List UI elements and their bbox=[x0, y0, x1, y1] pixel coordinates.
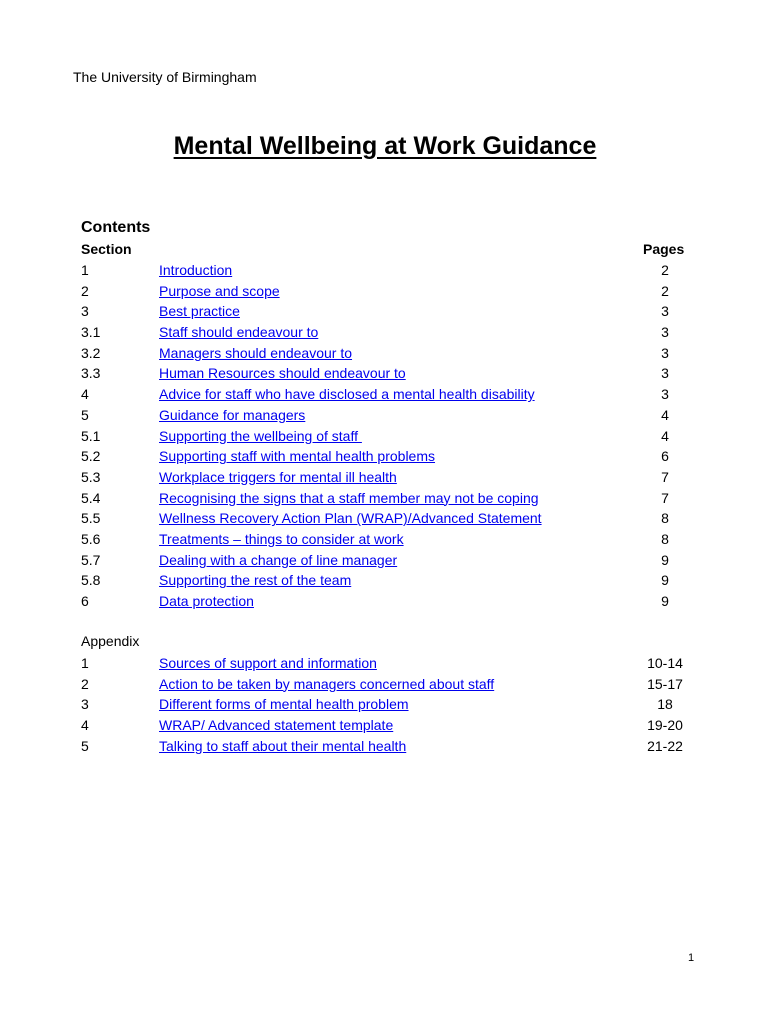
entry-number: 5.2 bbox=[81, 448, 101, 465]
appendix-entry bbox=[0, 715, 770, 736]
contents-entry bbox=[0, 281, 770, 302]
entry-number: 1 bbox=[81, 655, 89, 671]
contents-entry bbox=[0, 508, 770, 529]
entry-link[interactable]: Wellness Recovery Action Plan (WRAP)/Advanced Statement bbox=[159, 510, 542, 527]
entry-number: 2 bbox=[81, 282, 89, 299]
section-column-header: Section bbox=[81, 241, 132, 257]
entry-number: 6 bbox=[81, 593, 89, 609]
contents-heading: Contents bbox=[81, 219, 151, 236]
entry-link[interactable]: Dealing with a change of line manager bbox=[159, 551, 398, 568]
entry-link[interactable]: Supporting the rest of the team bbox=[159, 572, 352, 589]
contents-entry bbox=[0, 570, 770, 591]
entry-number: 2 bbox=[81, 675, 89, 692]
entry-number: 5.8 bbox=[81, 572, 101, 589]
contents-entry bbox=[0, 426, 770, 447]
entry-page-number: 7 bbox=[661, 468, 669, 485]
contents-entry bbox=[0, 301, 770, 322]
contents-entry bbox=[0, 529, 770, 550]
entry-link[interactable]: Sources of support and information bbox=[159, 655, 377, 671]
contents-entry bbox=[0, 467, 770, 488]
entry-link[interactable]: Workplace triggers for mental ill health bbox=[159, 468, 397, 485]
contents-entry bbox=[0, 363, 770, 384]
entry-page-number: 3 bbox=[661, 365, 669, 382]
entry-number: 5.5 bbox=[81, 510, 101, 527]
entry-page-number: 3 bbox=[661, 344, 669, 361]
entry-number: 5.7 bbox=[81, 551, 101, 568]
entry-link[interactable]: Recognising the signs that a staff member may not be coping bbox=[159, 489, 539, 506]
entry-link[interactable]: Talking to staff about their mental health bbox=[159, 737, 407, 754]
entry-link[interactable]: Action to be taken by managers concerned about staff bbox=[159, 675, 495, 692]
entry-page-number: 3 bbox=[661, 324, 669, 341]
entry-link[interactable]: WRAP/ Advanced statement template bbox=[159, 717, 394, 734]
contents-entry bbox=[0, 343, 770, 364]
contents-entry bbox=[0, 446, 770, 467]
entry-page-number: 18 bbox=[657, 696, 673, 713]
entry-link[interactable]: Treatments – things to consider at work bbox=[159, 530, 404, 547]
entry-link[interactable]: Data protection bbox=[159, 593, 254, 609]
entry-page-number: 10-14 bbox=[647, 655, 683, 671]
contents-entry bbox=[0, 322, 770, 343]
appendix-list bbox=[0, 653, 770, 756]
entry-number: 3 bbox=[81, 696, 89, 713]
entry-number: 3.1 bbox=[81, 324, 101, 341]
entry-link[interactable]: Human Resources should endeavour to bbox=[159, 365, 406, 382]
entry-link[interactable]: Guidance for managers bbox=[159, 406, 306, 423]
entry-number: 5.4 bbox=[81, 489, 101, 506]
entry-link[interactable]: Introduction bbox=[159, 262, 233, 278]
entry-link[interactable]: Supporting staff with mental health problems bbox=[159, 448, 436, 465]
entry-link[interactable]: Best practice bbox=[159, 303, 240, 320]
entry-page-number: 3 bbox=[661, 386, 669, 403]
contents-entry bbox=[0, 384, 770, 405]
appendix-heading: Appendix bbox=[81, 633, 140, 649]
entry-page-number: 3 bbox=[661, 303, 669, 320]
contents-entry bbox=[0, 260, 770, 281]
institution-name: The University of Birmingham bbox=[73, 69, 257, 85]
appendix-entry bbox=[0, 694, 770, 715]
entry-page-number: 8 bbox=[661, 510, 669, 527]
document-title: Mental Wellbeing at Work Guidance bbox=[173, 132, 597, 160]
entry-link[interactable]: Supporting the wellbeing of staff bbox=[159, 427, 362, 444]
contents-entry bbox=[0, 591, 770, 612]
entry-link[interactable]: Purpose and scope bbox=[159, 282, 280, 299]
entry-link[interactable]: Staff should endeavour to bbox=[159, 324, 319, 341]
entry-page-number: 9 bbox=[661, 551, 669, 568]
contents-list bbox=[0, 260, 770, 612]
entry-page-number: 9 bbox=[661, 572, 669, 589]
contents-entry bbox=[0, 550, 770, 571]
entry-page-number: 2 bbox=[661, 262, 669, 278]
entry-page-number: 4 bbox=[661, 427, 669, 444]
appendix-entry bbox=[0, 674, 770, 695]
entry-number: 3.2 bbox=[81, 344, 101, 361]
entry-page-number: 8 bbox=[661, 530, 669, 547]
contents-column-headers bbox=[0, 241, 770, 259]
entry-page-number: 6 bbox=[661, 448, 669, 465]
entry-page-number: 9 bbox=[661, 593, 669, 609]
entry-number: 4 bbox=[81, 386, 89, 403]
entry-number: 5.1 bbox=[81, 427, 101, 444]
entry-number: 3 bbox=[81, 303, 89, 320]
pages-column-header: Pages bbox=[643, 241, 685, 257]
entry-page-number: 7 bbox=[661, 489, 669, 506]
contents-entry bbox=[0, 488, 770, 509]
entry-number: 1 bbox=[81, 262, 89, 278]
entry-page-number: 15-17 bbox=[647, 675, 683, 692]
entry-link[interactable]: Different forms of mental health problem bbox=[159, 696, 409, 713]
page-number: 1 bbox=[688, 952, 695, 964]
entry-number: 5.6 bbox=[81, 530, 101, 547]
appendix-entry bbox=[0, 736, 770, 757]
entry-page-number: 21-22 bbox=[647, 737, 683, 754]
entry-number: 5 bbox=[81, 406, 89, 423]
entry-number: 3.3 bbox=[81, 365, 101, 382]
entry-link[interactable]: Advice for staff who have disclosed a mental health disability bbox=[159, 386, 535, 403]
entry-number: 5 bbox=[81, 737, 89, 754]
entry-page-number: 2 bbox=[661, 282, 669, 299]
contents-entry bbox=[0, 405, 770, 426]
entry-number: 4 bbox=[81, 717, 89, 734]
entry-page-number: 4 bbox=[661, 406, 669, 423]
appendix-entry bbox=[0, 653, 770, 674]
entry-link[interactable]: Managers should endeavour to bbox=[159, 344, 353, 361]
entry-page-number: 19-20 bbox=[647, 717, 683, 734]
entry-number: 5.3 bbox=[81, 468, 101, 485]
